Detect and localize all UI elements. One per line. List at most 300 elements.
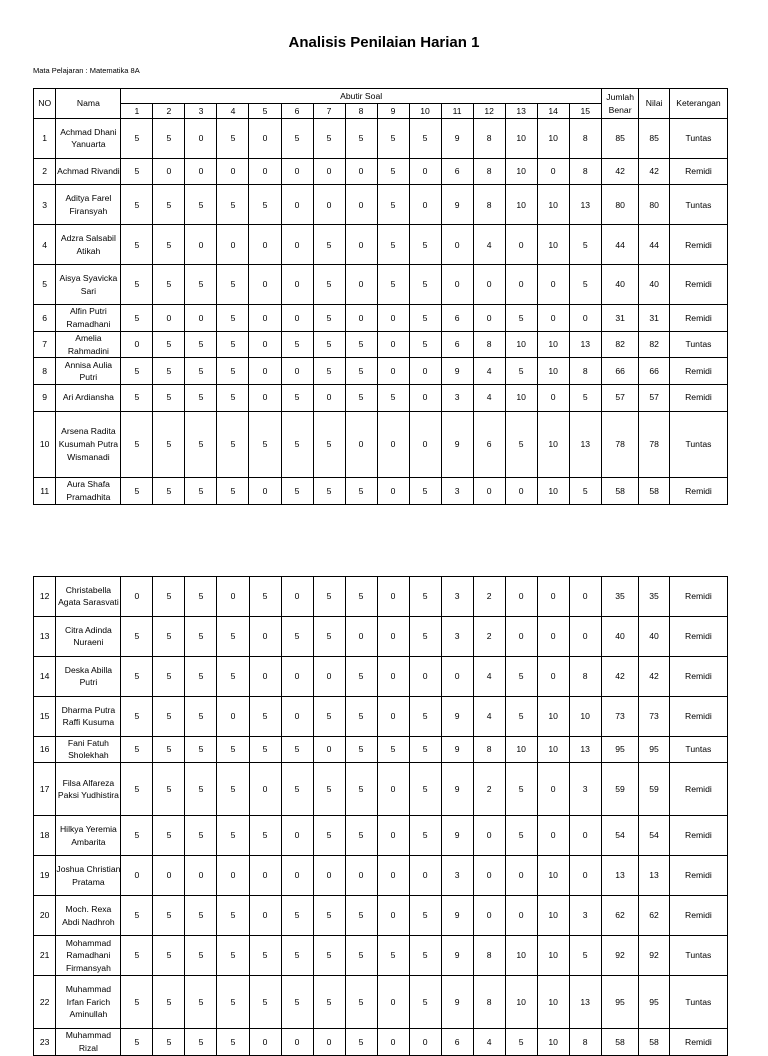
jumlah-benar: 13 — [601, 856, 639, 896]
score-q10: 5 — [409, 975, 441, 1028]
score-q2: 5 — [153, 384, 185, 411]
score-q11: 9 — [441, 119, 473, 159]
jumlah-benar: 42 — [601, 158, 639, 185]
score-q4: 5 — [217, 975, 249, 1028]
score-q1: 5 — [121, 736, 153, 763]
score-q11: 9 — [441, 185, 473, 225]
score-q6: 5 — [281, 975, 313, 1028]
score-q3: 0 — [185, 225, 217, 265]
score-q11: 9 — [441, 736, 473, 763]
score-q5: 0 — [249, 331, 281, 358]
score-q9: 5 — [377, 185, 409, 225]
score-q14: 10 — [537, 119, 569, 159]
score-q2: 5 — [153, 358, 185, 385]
score-q11: 3 — [441, 856, 473, 896]
score-q9: 0 — [377, 816, 409, 856]
student-row — [34, 265, 728, 305]
jumlah-benar: 78 — [601, 411, 639, 478]
score-q11: 3 — [441, 577, 473, 617]
score-q15: 13 — [569, 411, 601, 478]
score-q5: 0 — [249, 225, 281, 265]
score-q15: 8 — [569, 358, 601, 385]
header-jumlah-benar: Jumlah Benar — [601, 89, 639, 119]
score-q13: 0 — [505, 265, 537, 305]
score-q6: 5 — [281, 736, 313, 763]
score-q8: 5 — [345, 975, 377, 1028]
score-q3: 5 — [185, 816, 217, 856]
score-q13: 5 — [505, 656, 537, 696]
keterangan: Remidi — [669, 816, 727, 856]
score-q8: 5 — [345, 119, 377, 159]
nilai: 58 — [639, 1029, 670, 1056]
nilai: 66 — [639, 358, 669, 385]
score-q9: 5 — [377, 384, 409, 411]
header-nama: Nama — [56, 89, 121, 119]
nilai: 85 — [639, 119, 669, 159]
keterangan: Tuntas — [669, 411, 727, 478]
score-q13: 0 — [505, 478, 537, 505]
score-q12: 0 — [473, 816, 505, 856]
score-q13: 0 — [505, 896, 537, 936]
subject-label: Mata Pelajaran : Matematika 8A — [33, 66, 140, 75]
score-q8: 5 — [345, 478, 377, 505]
student-row — [34, 185, 728, 225]
score-q10: 0 — [409, 358, 441, 385]
score-q14: 0 — [537, 577, 569, 617]
score-q14: 10 — [537, 975, 569, 1028]
nilai: 78 — [639, 411, 669, 478]
score-q12: 0 — [473, 478, 505, 505]
score-q15: 0 — [569, 305, 601, 332]
score-q13: 10 — [505, 736, 537, 763]
score-q12: 8 — [473, 158, 505, 185]
score-q5: 0 — [249, 478, 281, 505]
score-q7: 5 — [313, 936, 345, 976]
jumlah-benar: 59 — [601, 763, 639, 816]
score-q4: 5 — [217, 185, 249, 225]
keterangan: Remidi — [669, 265, 727, 305]
score-q5: 0 — [249, 119, 281, 159]
score-q8: 0 — [345, 616, 377, 656]
score-q2: 0 — [153, 856, 185, 896]
row-number: 18 — [34, 816, 56, 856]
score-q12: 8 — [473, 119, 505, 159]
score-q10: 5 — [409, 331, 441, 358]
jumlah-benar: 62 — [601, 896, 639, 936]
score-q7: 0 — [313, 185, 345, 225]
score-q1: 5 — [121, 696, 153, 736]
score-q9: 0 — [377, 358, 409, 385]
score-q14: 0 — [537, 816, 569, 856]
score-q13: 5 — [505, 411, 537, 478]
nilai: 31 — [639, 305, 669, 332]
score-q1: 5 — [121, 265, 153, 305]
score-q11: 3 — [441, 384, 473, 411]
score-q6: 5 — [281, 384, 313, 411]
keterangan: Remidi — [669, 616, 727, 656]
score-q11: 6 — [441, 331, 473, 358]
score-q10: 5 — [409, 936, 441, 976]
score-q14: 10 — [537, 331, 569, 358]
row-number: 22 — [34, 975, 56, 1028]
jumlah-benar: 57 — [601, 384, 639, 411]
score-q15: 8 — [569, 119, 601, 159]
keterangan: Remidi — [669, 384, 727, 411]
score-q13: 10 — [505, 331, 537, 358]
score-q5: 0 — [249, 265, 281, 305]
score-q5: 5 — [249, 975, 281, 1028]
score-q7: 5 — [313, 896, 345, 936]
row-number: 10 — [34, 411, 56, 478]
score-q4: 5 — [217, 411, 249, 478]
score-q3: 5 — [185, 936, 217, 976]
score-q6: 0 — [281, 305, 313, 332]
score-q8: 0 — [345, 185, 377, 225]
score-q12: 4 — [473, 225, 505, 265]
score-q2: 5 — [153, 331, 185, 358]
row-number: 13 — [34, 616, 56, 656]
score-q15: 5 — [569, 225, 601, 265]
score-q13: 5 — [505, 305, 537, 332]
header-row-top — [34, 89, 728, 104]
student-name: Arsena Radita Kusumah Putra Wismanadi — [56, 411, 121, 478]
header-question-7: 7 — [313, 104, 345, 119]
score-q14: 10 — [537, 185, 569, 225]
score-q12: 2 — [473, 616, 505, 656]
score-q15: 0 — [569, 856, 601, 896]
score-q12: 8 — [473, 736, 505, 763]
score-q5: 5 — [249, 411, 281, 478]
page-title: Analisis Penilaian Harian 1 — [288, 34, 480, 51]
score-q9: 0 — [377, 577, 409, 617]
score-q2: 5 — [153, 656, 185, 696]
score-q5: 0 — [249, 616, 281, 656]
row-number: 23 — [34, 1029, 56, 1056]
score-q15: 5 — [569, 936, 601, 976]
score-q7: 5 — [313, 305, 345, 332]
header-question-1: 1 — [121, 104, 153, 119]
score-q9: 5 — [377, 158, 409, 185]
nilai: 40 — [639, 265, 669, 305]
score-q7: 5 — [313, 265, 345, 305]
score-q5: 0 — [249, 305, 281, 332]
score-q13: 10 — [505, 975, 537, 1028]
score-q8: 0 — [345, 411, 377, 478]
score-q8: 0 — [345, 305, 377, 332]
student-name: Alfin Putri Ramadhani — [56, 305, 121, 332]
score-q7: 5 — [313, 225, 345, 265]
score-q6: 0 — [281, 1029, 313, 1056]
score-q9: 0 — [377, 411, 409, 478]
header-question-8: 8 — [345, 104, 377, 119]
score-q3: 5 — [185, 478, 217, 505]
nilai: 42 — [639, 656, 670, 696]
score-q4: 5 — [217, 119, 249, 159]
score-q6: 0 — [281, 265, 313, 305]
score-q1: 5 — [121, 411, 153, 478]
score-q8: 0 — [345, 856, 377, 896]
score-q4: 5 — [217, 656, 249, 696]
jumlah-benar: 58 — [601, 478, 639, 505]
student-row — [34, 696, 728, 736]
score-q15: 5 — [569, 384, 601, 411]
score-q4: 5 — [217, 305, 249, 332]
score-q7: 5 — [313, 816, 345, 856]
score-q9: 5 — [377, 119, 409, 159]
score-q1: 5 — [121, 616, 153, 656]
score-q3: 5 — [185, 656, 217, 696]
student-row — [34, 305, 728, 332]
row-number: 16 — [34, 736, 56, 763]
score-q9: 5 — [377, 225, 409, 265]
score-q14: 0 — [537, 158, 569, 185]
score-q1: 5 — [121, 896, 153, 936]
student-row — [34, 763, 728, 816]
score-q14: 10 — [537, 936, 569, 976]
keterangan: Remidi — [669, 577, 727, 617]
score-q10: 5 — [409, 225, 441, 265]
score-q3: 5 — [185, 411, 217, 478]
nilai: 62 — [639, 896, 670, 936]
score-q7: 0 — [313, 1029, 345, 1056]
keterangan: Tuntas — [669, 331, 727, 358]
score-q11: 9 — [441, 975, 473, 1028]
score-q1: 5 — [121, 478, 153, 505]
score-q7: 5 — [313, 478, 345, 505]
row-number: 8 — [34, 358, 56, 385]
score-q13: 5 — [505, 816, 537, 856]
score-q2: 0 — [153, 305, 185, 332]
score-q6: 5 — [281, 616, 313, 656]
score-q14: 0 — [537, 384, 569, 411]
score-q12: 8 — [473, 185, 505, 225]
student-name: Amelia Rahmadini — [56, 331, 121, 358]
student-name: Moch. Rexa Abdi Nadhroh — [56, 896, 121, 936]
score-q15: 5 — [569, 478, 601, 505]
score-q13: 0 — [505, 225, 537, 265]
student-name: Filsa Alfareza Paksi Yudhistira — [56, 763, 121, 816]
score-q8: 5 — [345, 358, 377, 385]
score-q7: 0 — [313, 384, 345, 411]
header-question-11: 11 — [441, 104, 473, 119]
score-q2: 5 — [153, 1029, 185, 1056]
score-q4: 0 — [217, 225, 249, 265]
score-q9: 5 — [377, 265, 409, 305]
header-question-4: 4 — [217, 104, 249, 119]
score-q2: 0 — [153, 158, 185, 185]
score-q10: 5 — [409, 696, 441, 736]
score-q3: 5 — [185, 185, 217, 225]
score-q12: 8 — [473, 936, 505, 976]
nilai: 92 — [639, 936, 670, 976]
score-q3: 0 — [185, 856, 217, 896]
score-q1: 0 — [121, 331, 153, 358]
score-q14: 10 — [537, 478, 569, 505]
score-q4: 5 — [217, 384, 249, 411]
keterangan: Remidi — [669, 856, 727, 896]
score-q1: 5 — [121, 975, 153, 1028]
keterangan: Remidi — [669, 763, 727, 816]
score-q10: 5 — [409, 736, 441, 763]
jumlah-benar: 58 — [601, 1029, 639, 1056]
nilai: 58 — [639, 478, 669, 505]
student-row — [34, 411, 728, 478]
score-q9: 0 — [377, 305, 409, 332]
score-q8: 0 — [345, 225, 377, 265]
student-row — [34, 384, 728, 411]
score-q3: 5 — [185, 358, 217, 385]
student-row — [34, 119, 728, 159]
row-number: 1 — [34, 119, 56, 159]
keterangan: Tuntas — [669, 119, 727, 159]
score-q13: 10 — [505, 158, 537, 185]
score-q11: 9 — [441, 696, 473, 736]
score-q9: 0 — [377, 1029, 409, 1056]
score-q7: 5 — [313, 696, 345, 736]
score-q3: 0 — [185, 305, 217, 332]
nilai: 57 — [639, 384, 669, 411]
student-name: Christabella Agata Sarasvati — [56, 577, 121, 617]
jumlah-benar: 31 — [601, 305, 639, 332]
keterangan: Remidi — [669, 696, 727, 736]
score-q6: 5 — [281, 411, 313, 478]
score-q14: 0 — [537, 616, 569, 656]
keterangan: Tuntas — [669, 185, 727, 225]
header-question-6: 6 — [281, 104, 313, 119]
score-q15: 0 — [569, 816, 601, 856]
score-q2: 5 — [153, 478, 185, 505]
row-number: 20 — [34, 896, 56, 936]
score-q1: 5 — [121, 656, 153, 696]
student-row — [34, 816, 728, 856]
score-q5: 5 — [249, 185, 281, 225]
score-q6: 5 — [281, 119, 313, 159]
score-q3: 5 — [185, 331, 217, 358]
score-q10: 5 — [409, 896, 441, 936]
score-q8: 0 — [345, 265, 377, 305]
score-q11: 9 — [441, 358, 473, 385]
score-q1: 0 — [121, 856, 153, 896]
score-q15: 10 — [569, 696, 601, 736]
student-name: Deska Abilla Putri — [56, 656, 121, 696]
score-q13: 0 — [505, 856, 537, 896]
score-q9: 0 — [377, 331, 409, 358]
score-q2: 5 — [153, 896, 185, 936]
student-name: Muhammad Rizal — [56, 1029, 121, 1056]
score-q13: 5 — [505, 763, 537, 816]
score-q14: 0 — [537, 763, 569, 816]
score-q12: 0 — [473, 856, 505, 896]
score-q5: 0 — [249, 656, 281, 696]
score-q4: 5 — [217, 616, 249, 656]
score-q5: 0 — [249, 384, 281, 411]
jumlah-benar: 44 — [601, 225, 639, 265]
score-q6: 5 — [281, 763, 313, 816]
score-q15: 13 — [569, 185, 601, 225]
keterangan: Remidi — [669, 305, 727, 332]
score-q4: 5 — [217, 763, 249, 816]
score-q6: 0 — [281, 856, 313, 896]
score-q12: 4 — [473, 1029, 505, 1056]
score-q7: 5 — [313, 119, 345, 159]
score-q7: 5 — [313, 358, 345, 385]
score-q12: 0 — [473, 896, 505, 936]
score-q3: 5 — [185, 975, 217, 1028]
score-q7: 0 — [313, 736, 345, 763]
score-q1: 5 — [121, 305, 153, 332]
score-q7: 0 — [313, 656, 345, 696]
score-q8: 5 — [345, 1029, 377, 1056]
score-q8: 5 — [345, 896, 377, 936]
score-q2: 5 — [153, 265, 185, 305]
score-q4: 5 — [217, 331, 249, 358]
student-row — [34, 158, 728, 185]
score-q9: 0 — [377, 975, 409, 1028]
score-q5: 0 — [249, 763, 281, 816]
score-q2: 5 — [153, 577, 185, 617]
score-q15: 0 — [569, 577, 601, 617]
score-q14: 0 — [537, 656, 569, 696]
score-q4: 0 — [217, 696, 249, 736]
score-q10: 5 — [409, 478, 441, 505]
score-q8: 5 — [345, 656, 377, 696]
keterangan: Tuntas — [669, 975, 727, 1028]
score-q4: 5 — [217, 816, 249, 856]
header-question-2: 2 — [153, 104, 185, 119]
score-q9: 0 — [377, 856, 409, 896]
score-q5: 5 — [249, 577, 281, 617]
score-q9: 0 — [377, 656, 409, 696]
score-q11: 9 — [441, 411, 473, 478]
score-q2: 5 — [153, 975, 185, 1028]
score-q5: 0 — [249, 1029, 281, 1056]
jumlah-benar: 42 — [601, 656, 639, 696]
nilai: 82 — [639, 331, 669, 358]
score-q1: 5 — [121, 119, 153, 159]
student-row — [34, 331, 728, 358]
score-q3: 5 — [185, 763, 217, 816]
score-q1: 5 — [121, 816, 153, 856]
score-q3: 5 — [185, 736, 217, 763]
student-row — [34, 975, 728, 1028]
score-q5: 0 — [249, 896, 281, 936]
jumlah-benar: 73 — [601, 696, 639, 736]
score-q15: 13 — [569, 736, 601, 763]
score-q4: 5 — [217, 1029, 249, 1056]
student-name: Joshua Christian Pratama — [56, 856, 121, 896]
student-row — [34, 936, 728, 976]
score-q13: 10 — [505, 384, 537, 411]
header-no: NO — [34, 89, 56, 119]
nilai: 35 — [639, 577, 670, 617]
score-q12: 2 — [473, 763, 505, 816]
score-q11: 0 — [441, 225, 473, 265]
score-q3: 5 — [185, 696, 217, 736]
score-q14: 10 — [537, 856, 569, 896]
score-q15: 8 — [569, 656, 601, 696]
score-q8: 5 — [345, 936, 377, 976]
score-q3: 0 — [185, 119, 217, 159]
row-number: 3 — [34, 185, 56, 225]
row-number: 9 — [34, 384, 56, 411]
score-q3: 0 — [185, 158, 217, 185]
student-name: Mohammad Ramadhani Firmansyah — [56, 936, 121, 976]
score-q6: 5 — [281, 331, 313, 358]
score-q2: 5 — [153, 816, 185, 856]
score-q9: 0 — [377, 896, 409, 936]
nilai: 44 — [639, 225, 669, 265]
score-q2: 5 — [153, 696, 185, 736]
